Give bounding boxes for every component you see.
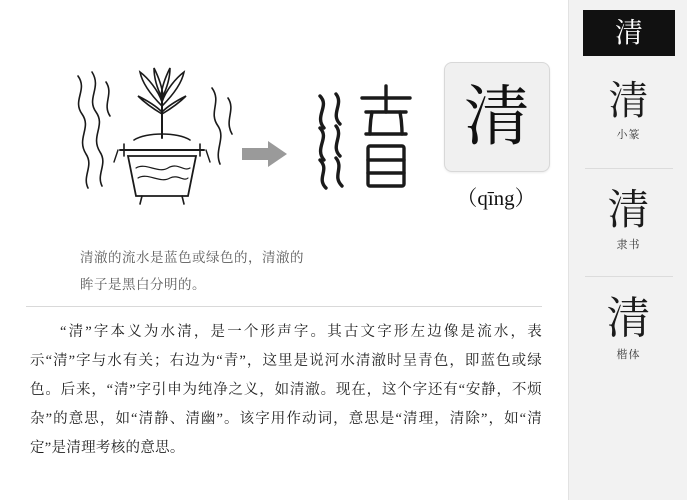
style-item-regular-script bbox=[569, 294, 687, 362]
stream-and-plants-drawing bbox=[62, 58, 252, 208]
modern-character-card bbox=[444, 62, 550, 172]
section-divider bbox=[26, 306, 542, 307]
illustration-area bbox=[0, 0, 568, 232]
clerical-script-label: 隶书 bbox=[616, 239, 641, 251]
clerical-script-glyph: 清 bbox=[607, 185, 650, 234]
sidebar-header-glyph: 清 bbox=[614, 16, 643, 49]
seal-script-glyph: 清 bbox=[608, 78, 649, 124]
sidebar-header bbox=[583, 10, 675, 56]
caption-line-2: 眸子是黑白分明的。 bbox=[80, 277, 206, 292]
sidebar-divider bbox=[585, 168, 673, 169]
sidebar-divider bbox=[585, 276, 673, 277]
explanation-paragraph: “清”字本义为水清，是一个形声字。其古文字形左边像是流水，表示“清”字与水有关；右边为“青”，这里是说河水清澈时呈青色，即蓝色或绿色。后来，“清”字引申为纯净之义，如清澈。现在，这个字还有“安静，不烦杂”的意思，如“清静、清幽”。该字用作动词，意思是“清理，清除”，如“清定”是清理考核的意思。 bbox=[30, 324, 542, 456]
caption-line-1: 清澈的流水是蓝色或绿色的，清澈的 bbox=[80, 250, 304, 265]
regular-script-label: 楷体 bbox=[616, 349, 641, 361]
script-styles-sidebar bbox=[568, 0, 687, 500]
modern-character-glyph: 清 bbox=[464, 78, 530, 155]
right-arrow-icon bbox=[242, 140, 288, 168]
style-item-seal-script bbox=[569, 78, 687, 142]
seal-script-character bbox=[300, 72, 430, 202]
illustration-caption bbox=[80, 244, 480, 298]
seal-script-label: 小篆 bbox=[616, 129, 641, 141]
style-item-clerical-script bbox=[569, 186, 687, 252]
pinyin-label: （qīng） bbox=[456, 186, 536, 210]
regular-script-glyph: 清 bbox=[606, 293, 651, 344]
